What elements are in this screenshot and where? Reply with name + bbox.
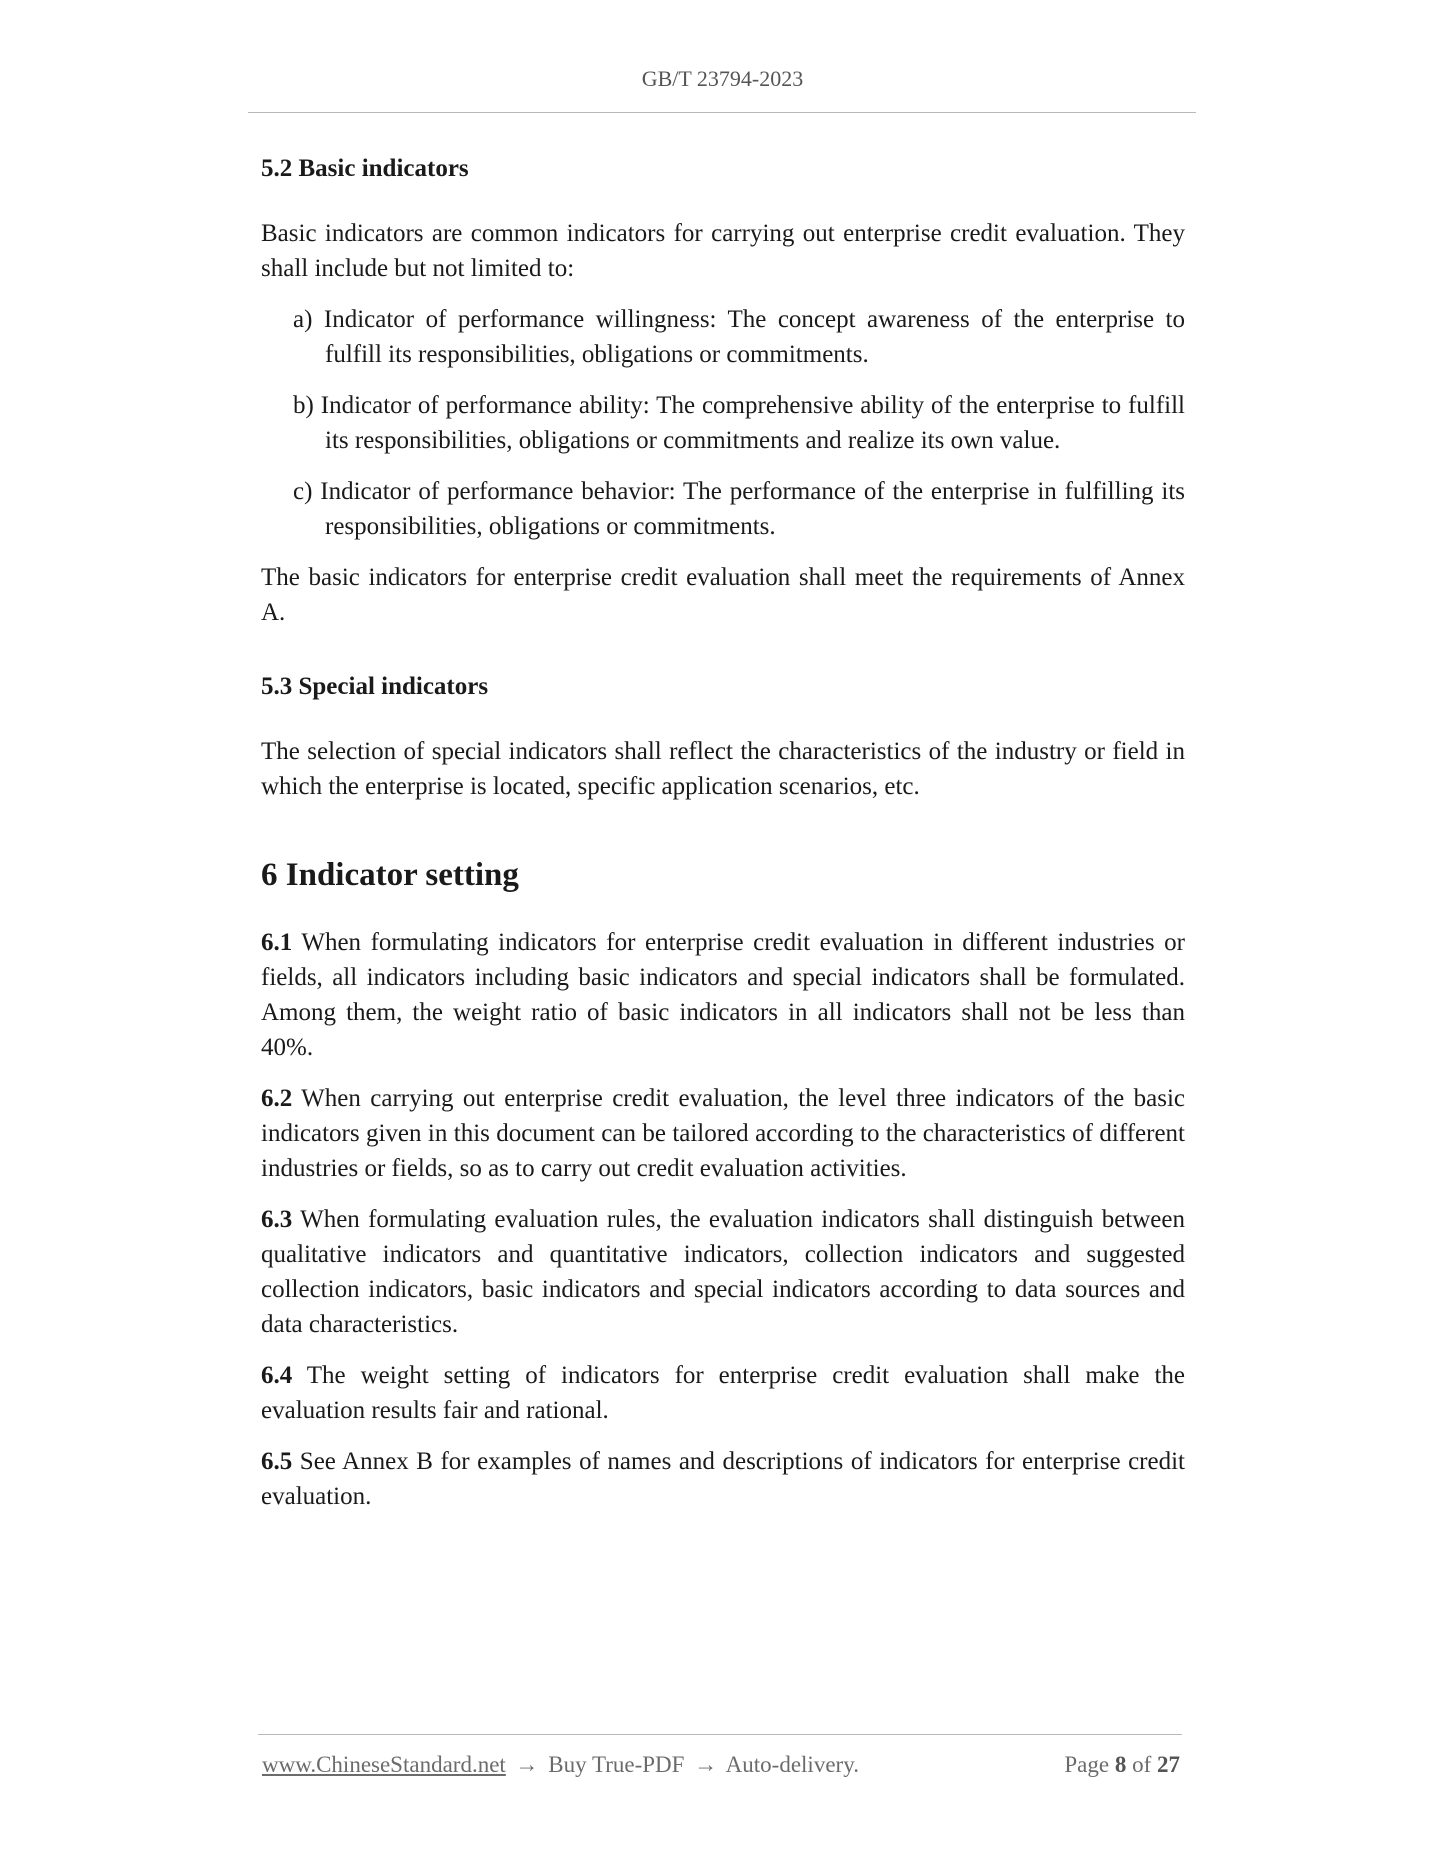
clause-6-1 xyxy=(261,925,1185,1065)
page-total: 27 xyxy=(1157,1752,1180,1777)
site-link[interactable]: www.ChineseStandard.net xyxy=(262,1752,506,1777)
page-indicator xyxy=(1064,1752,1180,1778)
clause-text: See Annex B for examples of names and descriptions of indicators for enterprise credit evaluation. xyxy=(261,1448,1185,1510)
clause-text: When formulating evaluation rules, the evaluation indicators shall distinguish between qualitative indicators and quantitative indicators, collection indicators and suggested collection indicators, basic indicators and special indicators according to data sources and data characteristics. xyxy=(261,1206,1185,1338)
arrow-right-icon: → xyxy=(694,1752,718,1777)
footer-promo xyxy=(262,1752,859,1778)
clause-number: 6.4 xyxy=(261,1362,293,1389)
list-item: b) Indicator of performance ability: The comprehensive ability of the enterprise to fulfill its responsibilities, obligations or commitments and realize its own value. xyxy=(293,392,1185,454)
clause-number: 6.3 xyxy=(261,1206,293,1233)
footer-divider xyxy=(258,1734,1182,1735)
clause-text: When carrying out enterprise credit evaluation, the level three indicators of the basic indicators given in this document can be tailored according to the characteristics of different industries or fields, so as to carry out credit evaluation activities. xyxy=(261,1085,1185,1182)
header-divider xyxy=(248,112,1196,113)
clause-6-3 xyxy=(261,1202,1185,1342)
clause-text: The weight setting of indicators for enterprise credit evaluation shall make the evaluation results fair and rational. xyxy=(261,1362,1185,1424)
buy-label: Buy True-PDF xyxy=(548,1752,685,1777)
clause-text: When formulating indicators for enterprise credit evaluation in different industries or fields, all indicators including basic indicators and special indicators shall be formulated. Among them, the weight ratio of basic indicators in all indicators shall not be less than 40%. xyxy=(261,929,1185,1061)
list-item: c) Indicator of performance behavior: The performance of the enterprise in fulfilling its responsibilities, obligations or commitments. xyxy=(293,478,1185,540)
section-5-3-body: The selection of special indicators shall reflect the characteristics of the industry or field in which the enterprise is located, specific application scenarios, etc. xyxy=(261,738,1185,800)
page-current: 8 xyxy=(1114,1752,1127,1777)
of-word: of xyxy=(1132,1752,1152,1777)
clause-number: 6.2 xyxy=(261,1085,293,1112)
clause-6-2 xyxy=(261,1081,1185,1186)
delivery-label: Auto-delivery. xyxy=(725,1752,859,1777)
standard-code: GB/T 23794-2023 xyxy=(641,66,804,91)
clause-6-5 xyxy=(261,1444,1185,1514)
basic-indicators-list xyxy=(261,302,1185,544)
section-heading-5-3: 5.3 Special indicators xyxy=(261,673,489,700)
clause-number: 6.1 xyxy=(261,929,293,956)
arrow-right-icon: → xyxy=(515,1752,539,1777)
clause-number: 6.5 xyxy=(261,1448,293,1475)
document-body xyxy=(261,152,1185,1514)
section-5-2-closing: The basic indicators for enterprise credit evaluation shall meet the requirements of Annex A. xyxy=(261,564,1185,626)
list-item: a) Indicator of performance willingness: The concept awareness of the enterprise to fulfill its responsibilities, obligations or commitments. xyxy=(293,306,1185,368)
chapter-heading-6: 6 Indicator setting xyxy=(261,857,519,893)
section-heading-5-2: 5.2 Basic indicators xyxy=(261,155,469,182)
page-word: Page xyxy=(1064,1752,1110,1777)
section-5-2-intro: Basic indicators are common indicators for carrying out enterprise credit evaluation. They shall include but not limited to: xyxy=(261,220,1185,282)
clause-6-4 xyxy=(261,1358,1185,1428)
